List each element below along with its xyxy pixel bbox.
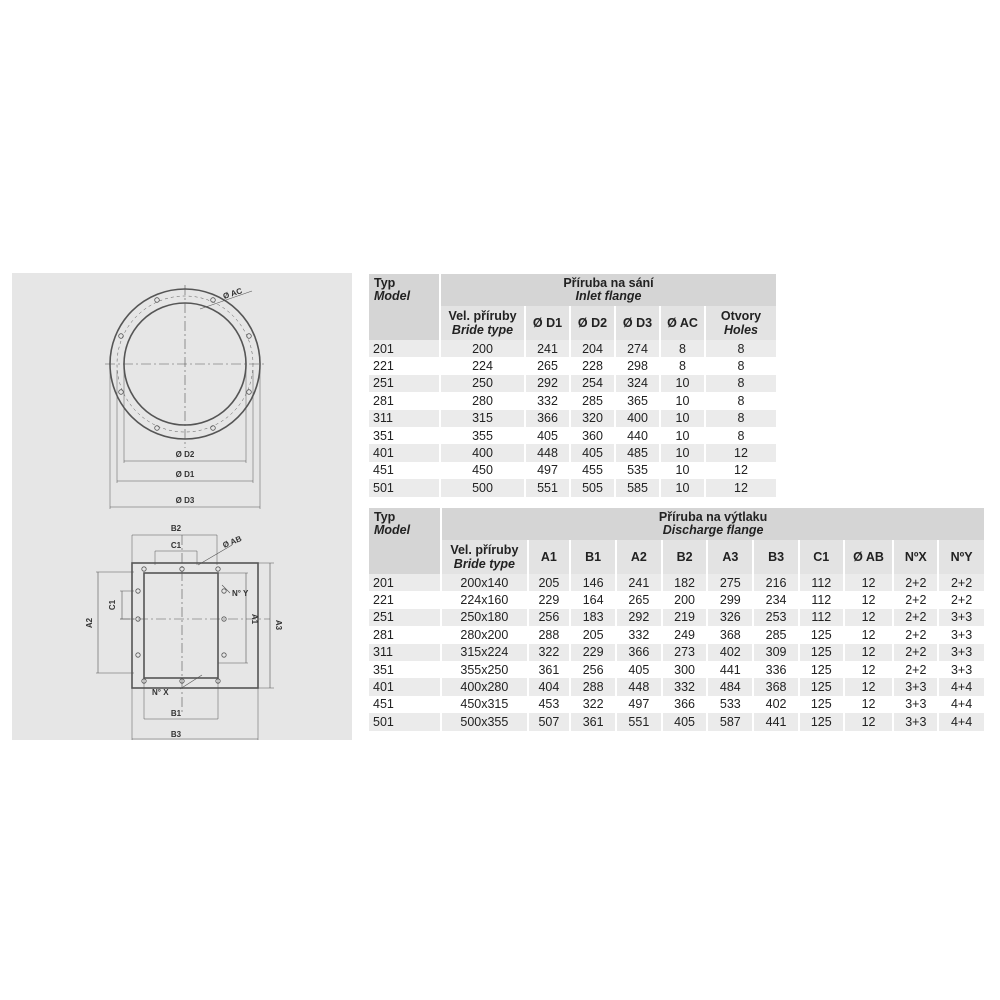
inlet-cell: 221 — [369, 357, 440, 374]
discharge-cell: 315x224 — [441, 644, 527, 661]
discharge-cell: 12 — [844, 574, 894, 591]
discharge-cell: 405 — [662, 713, 708, 730]
inlet-cell: 12 — [705, 444, 776, 461]
discharge-cell: 200x140 — [441, 574, 527, 591]
discharge-table-row — [369, 609, 984, 626]
discharge-cell: 4+4 — [938, 713, 984, 730]
inlet-cell: 585 — [615, 479, 660, 496]
discharge-col-size-cz: Vel. příruby — [450, 543, 519, 558]
inlet-col-size-cz: Vel. příruby — [448, 309, 517, 324]
inlet-cell: 265 — [525, 357, 570, 374]
discharge-table-row — [369, 713, 984, 730]
inlet-cell: 366 — [525, 410, 570, 427]
discharge-cell: 292 — [616, 609, 662, 626]
discharge-cell: 288 — [570, 678, 616, 695]
discharge-cell: 12 — [844, 713, 894, 730]
discharge-col-b1: B1 — [570, 540, 616, 574]
inlet-cell: 320 — [570, 410, 615, 427]
discharge-col-ny: NºY — [938, 540, 984, 574]
discharge-cell: 401 — [369, 678, 441, 695]
discharge-cell: 285 — [753, 626, 799, 643]
discharge-cell: 221 — [369, 591, 441, 608]
discharge-cell: 2+2 — [893, 661, 938, 678]
inlet-cell: 400 — [440, 444, 525, 461]
discharge-cell: 441 — [707, 661, 753, 678]
discharge-cell: 448 — [616, 678, 662, 695]
dim-label-nx: N° X — [152, 688, 169, 697]
discharge-cell: 4+4 — [938, 678, 984, 695]
inlet-table-row — [369, 479, 776, 496]
discharge-cell: 250x180 — [441, 609, 527, 626]
discharge-cell: 533 — [707, 696, 753, 713]
inlet-cell: 8 — [660, 357, 705, 374]
inlet-cell: 8 — [705, 375, 776, 392]
discharge-cell: 125 — [799, 661, 844, 678]
discharge-cell: 2+2 — [938, 591, 984, 608]
discharge-cell: 587 — [707, 713, 753, 730]
dim-label-d1: Ø D1 — [175, 470, 195, 479]
inlet-cell: 280 — [440, 392, 525, 409]
discharge-cell: 2+2 — [893, 644, 938, 661]
inlet-cell: 365 — [615, 392, 660, 409]
discharge-cell: 355x250 — [441, 661, 527, 678]
discharge-cell: 2+2 — [893, 574, 938, 591]
dim-label-ny: N° Y — [232, 589, 249, 598]
inlet-cell: 535 — [615, 462, 660, 479]
discharge-table-row — [369, 644, 984, 661]
discharge-cell: 112 — [799, 574, 844, 591]
dim-label-a1: A1 — [250, 613, 259, 625]
inlet-cell: 400 — [615, 410, 660, 427]
inlet-col-d1: Ø D1 — [525, 306, 570, 340]
discharge-cell: 2+2 — [938, 574, 984, 591]
discharge-typ-label: Typ — [374, 510, 396, 524]
discharge-inner-rect — [144, 573, 218, 678]
discharge-cell: 241 — [616, 574, 662, 591]
discharge-cell: 3+3 — [938, 644, 984, 661]
inlet-cell: 10 — [660, 410, 705, 427]
inlet-cell: 551 — [525, 479, 570, 496]
inlet-cell: 285 — [570, 392, 615, 409]
discharge-cell: 3+3 — [938, 626, 984, 643]
discharge-cell: 205 — [528, 574, 571, 591]
discharge-cell: 402 — [753, 696, 799, 713]
discharge-cell: 256 — [528, 609, 571, 626]
inlet-col-d3: Ø D3 — [615, 306, 660, 340]
inlet-cell: 8 — [705, 392, 776, 409]
discharge-cell: 450x315 — [441, 696, 527, 713]
inlet-cell: 8 — [660, 340, 705, 357]
discharge-cell: 275 — [707, 574, 753, 591]
inlet-cell: 485 — [615, 444, 660, 461]
discharge-cell: 125 — [799, 626, 844, 643]
discharge-cell: 125 — [799, 678, 844, 695]
discharge-cell: 12 — [844, 678, 894, 695]
discharge-cell: 12 — [844, 626, 894, 643]
inlet-table-row — [369, 340, 776, 357]
discharge-cell: 3+3 — [938, 609, 984, 626]
inlet-cell: 224 — [440, 357, 525, 374]
discharge-cell: 351 — [369, 661, 441, 678]
inlet-cell: 204 — [570, 340, 615, 357]
inlet-cell: 251 — [369, 375, 440, 392]
inlet-cell: 360 — [570, 427, 615, 444]
discharge-cell: 288 — [528, 626, 571, 643]
inlet-col-d2: Ø D2 — [570, 306, 615, 340]
inlet-cell: 10 — [660, 444, 705, 461]
inlet-col-ac: Ø AC — [660, 306, 705, 340]
discharge-table-row — [369, 626, 984, 643]
discharge-cell: 200 — [662, 591, 708, 608]
discharge-cell: 251 — [369, 609, 441, 626]
discharge-table-row — [369, 574, 984, 591]
inlet-cell: 201 — [369, 340, 440, 357]
inlet-cell: 10 — [660, 479, 705, 496]
inlet-cell: 250 — [440, 375, 525, 392]
discharge-cell: 441 — [753, 713, 799, 730]
dim-label-d2: Ø D2 — [175, 450, 195, 459]
discharge-cell: 366 — [662, 696, 708, 713]
inlet-cell: 315 — [440, 410, 525, 427]
dim-label-ac: Ø AC — [221, 286, 244, 301]
inlet-table-row — [369, 410, 776, 427]
discharge-cell: 451 — [369, 696, 441, 713]
inlet-cell: 497 — [525, 462, 570, 479]
discharge-cell: 125 — [799, 644, 844, 661]
inlet-col-holes-en: Holes — [723, 323, 759, 338]
inlet-cell: 448 — [525, 444, 570, 461]
discharge-table-row — [369, 661, 984, 678]
discharge-col-ab: Ø AB — [844, 540, 894, 574]
discharge-cell: 12 — [844, 591, 894, 608]
inlet-cell: 12 — [705, 479, 776, 496]
inlet-cell: 298 — [615, 357, 660, 374]
inlet-cell: 505 — [570, 479, 615, 496]
inlet-cell: 8 — [705, 340, 776, 357]
inlet-col-holes-cz: Otvory — [720, 309, 762, 324]
inlet-cell: 12 — [705, 462, 776, 479]
discharge-flange-table — [369, 508, 984, 731]
discharge-cell: 322 — [570, 696, 616, 713]
discharge-cell: 3+3 — [893, 713, 938, 730]
inlet-cell: 311 — [369, 410, 440, 427]
discharge-cell: 402 — [707, 644, 753, 661]
discharge-col-b2: B2 — [662, 540, 708, 574]
dim-label-ab: Ø AB — [221, 534, 244, 550]
discharge-cell: 12 — [844, 609, 894, 626]
inlet-subtitle: Inlet flange — [575, 289, 642, 304]
discharge-cell: 326 — [707, 609, 753, 626]
discharge-cell: 361 — [528, 661, 571, 678]
discharge-cell: 183 — [570, 609, 616, 626]
discharge-cell: 201 — [369, 574, 441, 591]
discharge-cell: 182 — [662, 574, 708, 591]
discharge-cell: 2+2 — [893, 626, 938, 643]
discharge-col-size-en: Bride type — [453, 557, 515, 572]
discharge-cell: 405 — [616, 661, 662, 678]
discharge-cell: 332 — [616, 626, 662, 643]
discharge-table-row — [369, 696, 984, 713]
inlet-cell: 8 — [705, 357, 776, 374]
discharge-cell: 497 — [616, 696, 662, 713]
inlet-cell: 401 — [369, 444, 440, 461]
discharge-col-size — [441, 540, 527, 574]
inlet-table-row — [369, 462, 776, 479]
discharge-cell: 507 — [528, 713, 571, 730]
inlet-flange-table — [369, 274, 776, 497]
inlet-cell: 451 — [369, 462, 440, 479]
discharge-cell: 280x200 — [441, 626, 527, 643]
discharge-cell: 404 — [528, 678, 571, 695]
discharge-cell: 249 — [662, 626, 708, 643]
dim-label-a2: A2 — [85, 617, 94, 629]
discharge-cell: 112 — [799, 591, 844, 608]
inlet-col-size-en: Bride type — [451, 323, 514, 338]
discharge-col-b3: B3 — [753, 540, 799, 574]
discharge-cell: 12 — [844, 661, 894, 678]
discharge-cell: 500x355 — [441, 713, 527, 730]
discharge-cell: 368 — [707, 626, 753, 643]
dim-label-b3: B3 — [170, 730, 182, 739]
inlet-cell: 274 — [615, 340, 660, 357]
discharge-cell: 4+4 — [938, 696, 984, 713]
inlet-cell: 10 — [660, 462, 705, 479]
flange-drawing-panel — [12, 273, 352, 740]
inlet-cell: 355 — [440, 427, 525, 444]
discharge-cell: 2+2 — [893, 609, 938, 626]
inlet-cell: 281 — [369, 392, 440, 409]
discharge-cell: 229 — [528, 591, 571, 608]
inlet-cell: 241 — [525, 340, 570, 357]
inlet-title: Příruba na sání — [563, 275, 654, 290]
dim-label-d3: Ø D3 — [175, 496, 195, 505]
discharge-cell: 219 — [662, 609, 708, 626]
discharge-cell: 281 — [369, 626, 441, 643]
discharge-cell: 336 — [753, 661, 799, 678]
inlet-cell: 501 — [369, 479, 440, 496]
discharge-cell: 400x280 — [441, 678, 527, 695]
inlet-table-row — [369, 392, 776, 409]
discharge-cell: 164 — [570, 591, 616, 608]
discharge-cell: 551 — [616, 713, 662, 730]
inlet-model-label: Model — [374, 289, 411, 303]
inlet-table-row — [369, 444, 776, 461]
discharge-cell: 332 — [662, 678, 708, 695]
dim-label-b2: B2 — [170, 524, 182, 533]
discharge-cell: 273 — [662, 644, 708, 661]
discharge-cell: 368 — [753, 678, 799, 695]
discharge-cell: 229 — [570, 644, 616, 661]
inlet-cell: 440 — [615, 427, 660, 444]
discharge-cell: 112 — [799, 609, 844, 626]
inlet-cell: 405 — [525, 427, 570, 444]
discharge-model-label: Model — [374, 523, 411, 537]
discharge-subtitle: Discharge flange — [662, 523, 764, 538]
discharge-cell: 265 — [616, 591, 662, 608]
inlet-col-size — [440, 306, 525, 340]
discharge-cell: 2+2 — [893, 591, 938, 608]
discharge-cell: 484 — [707, 678, 753, 695]
dim-label-c1-side: C1 — [108, 599, 117, 611]
discharge-cell: 253 — [753, 609, 799, 626]
discharge-cell: 300 — [662, 661, 708, 678]
inlet-cell: 405 — [570, 444, 615, 461]
inlet-typ-label: Typ — [374, 276, 396, 290]
discharge-cell: 322 — [528, 644, 571, 661]
discharge-cell: 453 — [528, 696, 571, 713]
inlet-cell: 8 — [705, 410, 776, 427]
dim-label-b1: B1 — [170, 709, 182, 718]
inlet-table-row — [369, 427, 776, 444]
discharge-title: Příruba na výtlaku — [658, 509, 768, 524]
discharge-table-row — [369, 678, 984, 695]
discharge-cell: 256 — [570, 661, 616, 678]
discharge-col-a2: A2 — [616, 540, 662, 574]
inlet-group-header — [440, 274, 776, 306]
discharge-cell: 205 — [570, 626, 616, 643]
inlet-table-row — [369, 357, 776, 374]
discharge-cell: 12 — [844, 696, 894, 713]
inlet-cell: 10 — [660, 375, 705, 392]
discharge-table-row — [369, 591, 984, 608]
discharge-cell: 309 — [753, 644, 799, 661]
discharge-cell: 311 — [369, 644, 441, 661]
inlet-cell: 254 — [570, 375, 615, 392]
discharge-cell: 146 — [570, 574, 616, 591]
inlet-cell: 200 — [440, 340, 525, 357]
discharge-table-body — [369, 574, 984, 731]
inlet-cell: 324 — [615, 375, 660, 392]
flange-drawing — [12, 273, 352, 740]
discharge-cell: 299 — [707, 591, 753, 608]
discharge-cell: 366 — [616, 644, 662, 661]
discharge-cell: 216 — [753, 574, 799, 591]
discharge-col-nx: NºX — [893, 540, 938, 574]
inlet-table-row — [369, 375, 776, 392]
discharge-col-a1: A1 — [528, 540, 571, 574]
inlet-table-body — [369, 340, 776, 497]
inlet-cell: 10 — [660, 392, 705, 409]
dim-label-a3: A3 — [274, 619, 283, 631]
discharge-cell: 12 — [844, 644, 894, 661]
discharge-cell: 125 — [799, 713, 844, 730]
inlet-cell: 228 — [570, 357, 615, 374]
inlet-cell: 332 — [525, 392, 570, 409]
discharge-col-a3: A3 — [707, 540, 753, 574]
discharge-cell: 3+3 — [938, 661, 984, 678]
discharge-cell: 234 — [753, 591, 799, 608]
discharge-cell: 125 — [799, 696, 844, 713]
discharge-cell: 3+3 — [893, 678, 938, 695]
inlet-cell: 500 — [440, 479, 525, 496]
inlet-cell: 455 — [570, 462, 615, 479]
inlet-cell: 8 — [705, 427, 776, 444]
discharge-cell: 224x160 — [441, 591, 527, 608]
bolt-holes — [119, 298, 252, 683]
dim-label-c1-top: C1 — [170, 541, 182, 550]
inlet-typ-header — [369, 274, 440, 340]
discharge-cell: 3+3 — [893, 696, 938, 713]
inlet-cell: 450 — [440, 462, 525, 479]
discharge-cell: 501 — [369, 713, 441, 730]
inlet-col-holes — [705, 306, 776, 340]
discharge-typ-header — [369, 508, 441, 574]
discharge-group-header — [441, 508, 984, 540]
discharge-col-c1: C1 — [799, 540, 844, 574]
inlet-cell: 351 — [369, 427, 440, 444]
inlet-cell: 10 — [660, 427, 705, 444]
discharge-outer-rect — [132, 563, 258, 688]
inlet-cell: 292 — [525, 375, 570, 392]
discharge-cell: 361 — [570, 713, 616, 730]
